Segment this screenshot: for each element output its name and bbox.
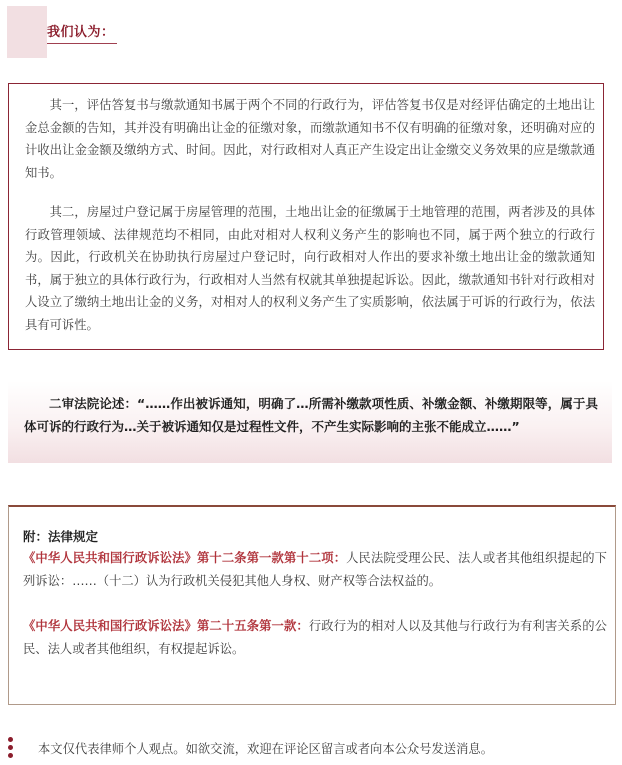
law-text-1: 人民法院受理公民、法人或者其他组织提起的下列诉讼：……（十二）认为行政机关侵犯其他人身权、财产权等合法权益的。 <box>23 551 607 588</box>
footer-disclaimer: 本文仅代表律师个人观点。如欲交流，欢迎在评论区留言或者向本公众号发送消息。 <box>38 742 493 756</box>
opinion-paragraph-2: 其二，房屋过户登记属于房屋管理的范围，土地出让金的征缴属于土地管理的范围，两者涉及的具体行政管理领域、法律规范均不相同，由此对相对人权利义务产生的影响也不同，属于两个独立的行政行为。因此，行政机关在协助执行房屋过户登记时，向行政相对人作出的要求补缴土地出让金的缴款通知书，属于独立的具体行政行为，行政相对人当然有权就其单独提起诉讼。因此，缴款通知书针对行政相对人设立了缴纳土地出让金的义务，对相对人的权利义务产生了实质影响，依法属于可诉的行政行为，依法具有可诉性。 <box>25 205 595 332</box>
law-item-2 <box>23 615 607 660</box>
vertical-dots-icon <box>8 737 14 761</box>
court-quote-box <box>8 381 612 463</box>
law-reference-2: 《中华人民共和国行政诉讼法》第二十五条第一款： <box>23 619 309 633</box>
law-reference-1: 《中华人民共和国行政诉讼法》第十二条第一款第十二项： <box>23 551 347 565</box>
title-underline <box>47 43 117 44</box>
court-quote-text: 二审法院论述：“……作出被诉通知，明确了…所需补缴款项性质、补缴金额、补缴期限等，属于具体可诉的行政行为…关于被诉通知仅是过程性文件，不产生实际影响的主张不能成立……” <box>24 396 598 434</box>
opinion-box <box>8 83 604 350</box>
law-appendix-box <box>8 505 616 705</box>
header-decor-block <box>7 6 47 58</box>
section-title: 我们认为： <box>47 25 115 40</box>
opinion-paragraph-1: 其一，评估答复书与缴款通知书属于两个不同的行政行为，评估答复书仅是对经评估确定的土地出让金总金额的告知，其并没有明确出让金的征缴对象，而缴款通知书不仅有明确的征缴对象，还明确对应的计收出让金金额及缴纳方式、时间。因此，对行政相对人真正产生设定出让金缴交义务效果的应是缴款通知书。 <box>25 98 595 180</box>
law-text-2: 行政行为的相对人以及其他与行政行为有利害关系的公民、法人或者其他组织，有权提起诉讼。 <box>23 619 607 656</box>
law-item-1 <box>23 547 607 592</box>
law-heading: 附：法律规定 <box>23 529 99 544</box>
